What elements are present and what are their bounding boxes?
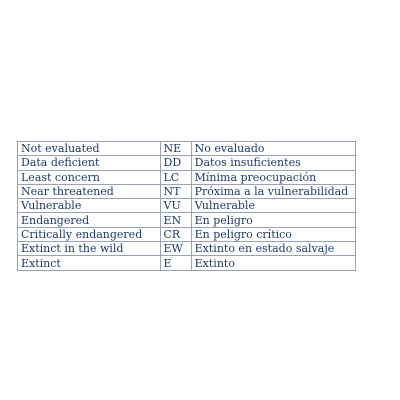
table-row [18,184,356,198]
table-row [18,242,356,256]
conservation-status-table [17,141,356,271]
status-code-cell: EN [160,213,191,227]
english-status-cell: Vulnerable [18,199,161,213]
spanish-status-cell: Extinto [191,256,355,270]
table-row [18,227,356,241]
english-status-cell: Near threatened [18,184,161,198]
status-code-cell: LC [160,170,191,184]
spanish-status-cell: Datos insuficientes [191,156,355,170]
spanish-status-cell: Vulnerable [191,199,355,213]
table-row [18,256,356,270]
status-code-cell: DD [160,156,191,170]
english-status-cell: Extinct [18,256,161,270]
english-status-cell: Endangered [18,213,161,227]
table-row [18,170,356,184]
english-status-cell: Least concern [18,170,161,184]
english-status-cell: Not evaluated [18,142,161,156]
spanish-status-cell: En peligro [191,213,355,227]
english-status-cell: Data deficient [18,156,161,170]
table-row [18,199,356,213]
status-code-cell: NT [160,184,191,198]
status-code-cell: VU [160,199,191,213]
status-code-cell: NE [160,142,191,156]
status-code-cell: CR [160,227,191,241]
table-row [18,142,356,156]
status-code-cell: EW [160,242,191,256]
status-code-cell: E [160,256,191,270]
spanish-status-cell: En peligro crítico [191,227,355,241]
spanish-status-cell: Extinto en estado salvaje [191,242,355,256]
spanish-status-cell: No evaluado [191,142,355,156]
spanish-status-cell: Próxima a la vulnerabilidad [191,184,355,198]
spanish-status-cell: Mínima preocupación [191,170,355,184]
english-status-cell: Extinct in the wild [18,242,161,256]
english-status-cell: Critically endangered [18,227,161,241]
table-row [18,213,356,227]
table-row [18,156,356,170]
